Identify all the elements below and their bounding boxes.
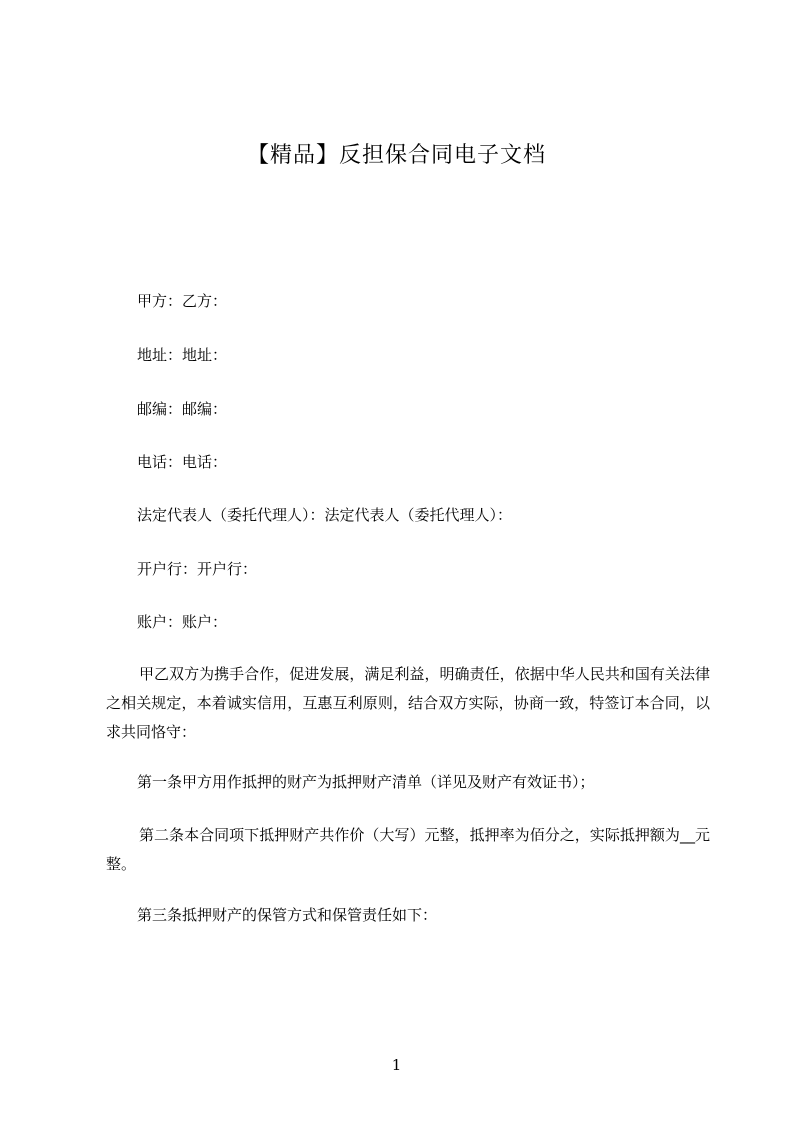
document-title: 【精品】反担保合同电子文档 xyxy=(246,143,546,168)
article-2: 第二条本合同项下抵押财产共作价（大写）元整，抵押率为佰分之，实际抵押额为__元整。 xyxy=(106,826,710,873)
preamble-paragraph: 甲乙双方为携手合作，促进发展，满足利益，明确责任，依据中华人民共和国有关法律之相关规定，本着诚实信用，互惠互利原则，结合双方实际，协商一致，特签订本合同，以求共同恪守： xyxy=(106,665,710,741)
address-line: 地址：地址： xyxy=(137,346,228,364)
page-number: 1 xyxy=(391,1056,402,1074)
article-3: 第三条抵押财产的保管方式和保管责任如下： xyxy=(137,906,438,924)
article-1: 第一条甲方用作抵押的财产为抵押财产清单（详见及财产有效证书）； xyxy=(137,773,595,791)
representative-line: 法定代表人（委托代理人）：法定代表人（委托代理人）： xyxy=(137,506,513,524)
party-line: 甲方：乙方： xyxy=(137,292,228,310)
bank-line: 开户行：开户行： xyxy=(137,560,258,578)
phone-line: 电话：电话： xyxy=(137,453,228,471)
postcode-line: 邮编：邮编： xyxy=(137,400,228,418)
account-line: 账户：账户： xyxy=(137,613,228,631)
